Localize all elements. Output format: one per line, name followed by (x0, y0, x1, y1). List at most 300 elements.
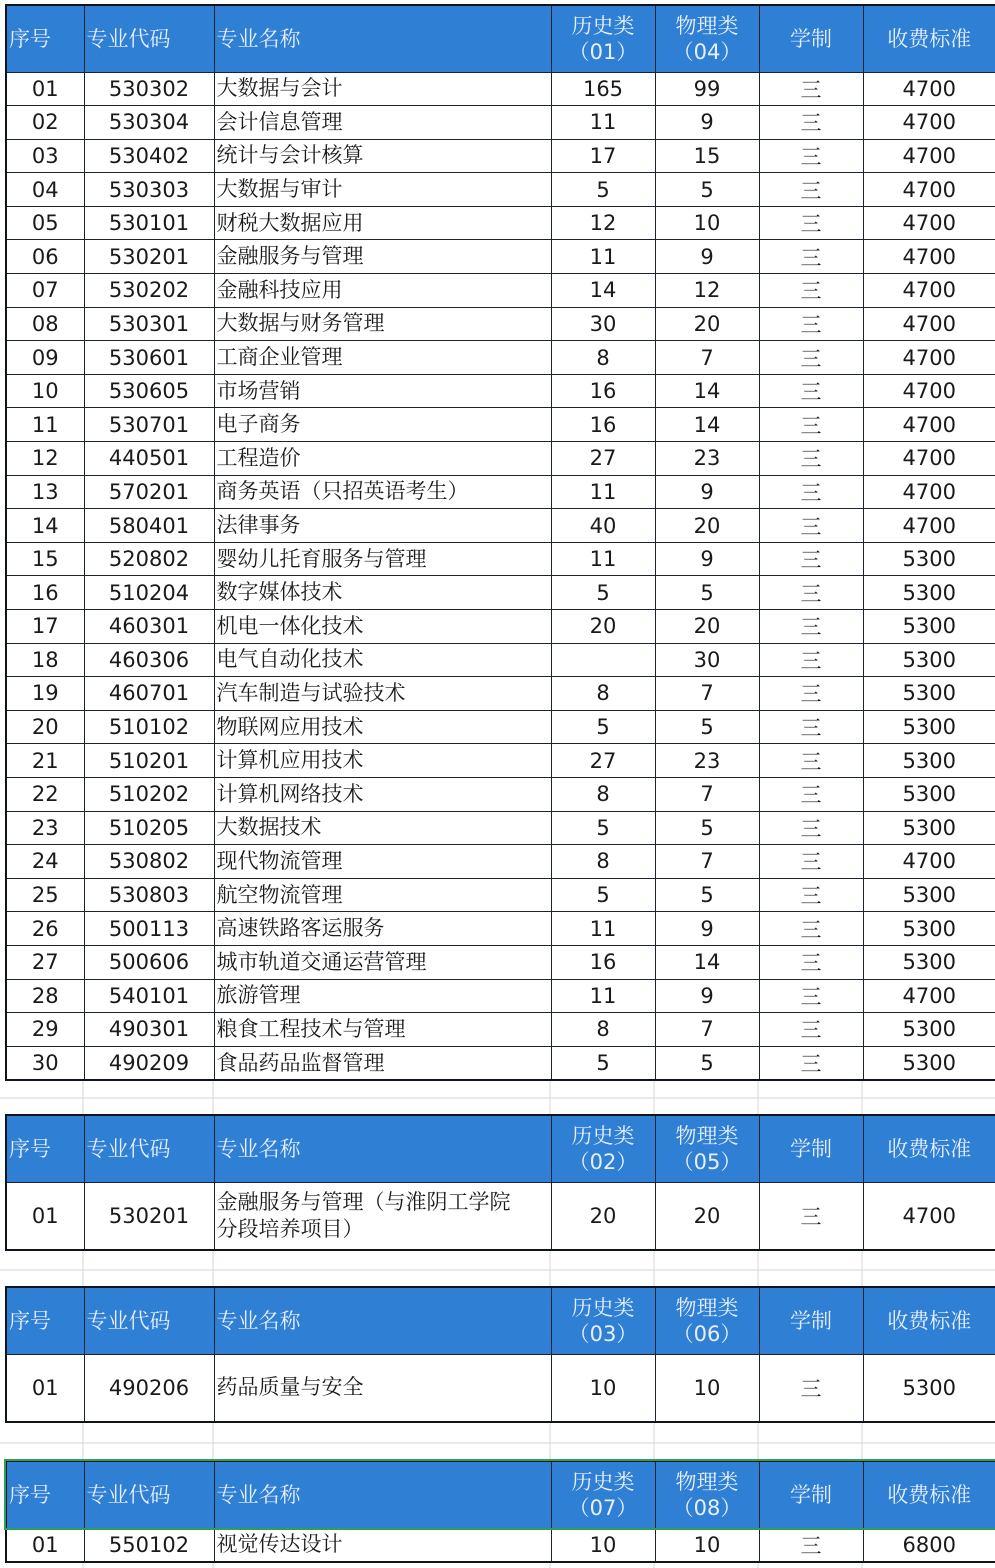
cell-name: 工商企业管理 (214, 341, 551, 375)
cell-fee: 5300 (863, 811, 995, 845)
cell-duration: 三 (759, 576, 863, 610)
cell-physics: 20 (655, 509, 759, 543)
major-table-2 (5, 1114, 995, 1251)
cell-name: 现代物流管理 (214, 845, 551, 879)
cell-name: 计算机应用技术 (214, 744, 551, 778)
cell-history: 11 (551, 106, 655, 140)
cell-physics: 10 (655, 1354, 759, 1422)
cell-physics: 20 (655, 307, 759, 341)
cell-history: 8 (551, 845, 655, 879)
cell-code: 530803 (84, 878, 214, 912)
major-table-4 (5, 1460, 995, 1563)
cell-history: 20 (551, 1182, 655, 1250)
cell-duration: 三 (759, 1046, 863, 1080)
cell-history: 20 (551, 610, 655, 644)
cell-duration: 三 (759, 542, 863, 576)
cell-name: 商务英语（只招英语考生） (214, 475, 551, 509)
cell-name: 食品药品监督管理 (214, 1046, 551, 1080)
cell-name: 工程造价 (214, 442, 551, 476)
table-row (6, 878, 995, 912)
cell-physics: 5 (655, 1046, 759, 1080)
cell-physics: 14 (655, 374, 759, 408)
header-seq: 序号 (6, 5, 84, 72)
cell-seq: 22 (6, 777, 84, 811)
cell-physics: 10 (655, 1528, 759, 1562)
cell-duration: 三 (759, 610, 863, 644)
cell-name: 电子商务 (214, 408, 551, 442)
cell-seq: 04 (6, 173, 84, 207)
cell-seq: 20 (6, 710, 84, 744)
header-history: 历史类 （07） (551, 1461, 655, 1528)
cell-fee: 4700 (863, 509, 995, 543)
table-row (6, 777, 995, 811)
cell-name: 大数据技术 (214, 811, 551, 845)
cell-name: 电气自动化技术 (214, 643, 551, 677)
cell-code: 530201 (84, 240, 214, 274)
cell-fee: 5300 (863, 542, 995, 576)
cell-fee: 4700 (863, 442, 995, 476)
cell-history: 11 (551, 475, 655, 509)
cell-seq: 16 (6, 576, 84, 610)
table-row (6, 1013, 995, 1047)
cell-code: 510201 (84, 744, 214, 778)
table-header-row (6, 1461, 995, 1528)
cell-fee: 5300 (863, 1013, 995, 1047)
cell-physics: 12 (655, 274, 759, 308)
cell-physics: 14 (655, 945, 759, 979)
cell-fee: 4700 (863, 979, 995, 1013)
cell-physics: 9 (655, 475, 759, 509)
cell-history: 40 (551, 509, 655, 543)
header-duration: 学制 (759, 1115, 863, 1182)
cell-physics: 10 (655, 206, 759, 240)
cell-seq: 21 (6, 744, 84, 778)
cell-fee: 5300 (863, 576, 995, 610)
cell-history: 8 (551, 1013, 655, 1047)
cell-fee: 4700 (863, 106, 995, 140)
table-row (6, 509, 995, 543)
cell-fee: 5300 (863, 744, 995, 778)
cell-code: 530101 (84, 206, 214, 240)
cell-fee: 5300 (863, 912, 995, 946)
table-row (6, 1354, 995, 1422)
table-row (6, 374, 995, 408)
cell-duration: 三 (759, 374, 863, 408)
table-row (6, 341, 995, 375)
cell-seq: 19 (6, 677, 84, 711)
cell-seq: 11 (6, 408, 84, 442)
cell-seq: 12 (6, 442, 84, 476)
cell-fee: 6800 (863, 1528, 995, 1562)
cell-physics: 7 (655, 1013, 759, 1047)
cell-code: 530601 (84, 341, 214, 375)
cell-name: 城市轨道交通运营管理 (214, 945, 551, 979)
cell-name: 机电一体化技术 (214, 610, 551, 644)
cell-fee: 4700 (863, 845, 995, 879)
cell-code: 500113 (84, 912, 214, 946)
cell-name: 航空物流管理 (214, 878, 551, 912)
cell-seq: 10 (6, 374, 84, 408)
cell-code: 530301 (84, 307, 214, 341)
cell-physics: 15 (655, 139, 759, 173)
cell-name: 汽车制造与试验技术 (214, 677, 551, 711)
cell-seq: 01 (6, 1528, 84, 1562)
table-row (6, 542, 995, 576)
cell-history: 11 (551, 542, 655, 576)
cell-history: 11 (551, 240, 655, 274)
cell-duration: 三 (759, 1013, 863, 1047)
cell-duration: 三 (759, 744, 863, 778)
cell-seq: 29 (6, 1013, 84, 1047)
cell-duration: 三 (759, 408, 863, 442)
header-name: 专业名称 (214, 1287, 551, 1354)
cell-code: 550102 (84, 1528, 214, 1562)
cell-seq: 01 (6, 1182, 84, 1250)
table-row (6, 1528, 995, 1562)
cell-duration: 三 (759, 912, 863, 946)
cell-name: 大数据与审计 (214, 173, 551, 207)
cell-physics: 20 (655, 1182, 759, 1250)
cell-fee: 4700 (863, 173, 995, 207)
cell-physics: 9 (655, 106, 759, 140)
cell-name: 市场营销 (214, 374, 551, 408)
cell-name: 高速铁路客运服务 (214, 912, 551, 946)
cell-seq: 09 (6, 341, 84, 375)
table-row (6, 979, 995, 1013)
cell-history: 12 (551, 206, 655, 240)
header-physics: 物理类 （08） (655, 1461, 759, 1528)
cell-code: 490209 (84, 1046, 214, 1080)
cell-duration: 三 (759, 475, 863, 509)
table-row (6, 274, 995, 308)
cell-code: 520802 (84, 542, 214, 576)
cell-physics: 9 (655, 979, 759, 1013)
cell-name: 物联网应用技术 (214, 710, 551, 744)
cell-history: 16 (551, 945, 655, 979)
header-history: 历史类 （02） (551, 1115, 655, 1182)
header-history: 历史类 （03） (551, 1287, 655, 1354)
cell-fee: 5300 (863, 610, 995, 644)
cell-duration: 三 (759, 307, 863, 341)
table-row (6, 72, 995, 106)
table-row (6, 576, 995, 610)
header-code: 专业代码 (84, 1115, 214, 1182)
cell-physics: 14 (655, 408, 759, 442)
cell-code: 570201 (84, 475, 214, 509)
table-row (6, 475, 995, 509)
cell-code: 530304 (84, 106, 214, 140)
cell-seq: 05 (6, 206, 84, 240)
cell-fee: 4700 (863, 206, 995, 240)
cell-duration: 三 (759, 206, 863, 240)
cell-code: 530302 (84, 72, 214, 106)
header-physics: 物理类 （06） (655, 1287, 759, 1354)
cell-duration: 三 (759, 240, 863, 274)
cell-name: 金融服务与管理 (214, 240, 551, 274)
table-row (6, 1046, 995, 1080)
cell-history: 5 (551, 710, 655, 744)
table-header-row (6, 5, 995, 72)
table-row (6, 912, 995, 946)
cell-duration: 三 (759, 72, 863, 106)
cell-duration: 三 (759, 710, 863, 744)
cell-code: 440501 (84, 442, 214, 476)
cell-physics: 5 (655, 811, 759, 845)
cell-history: 5 (551, 1046, 655, 1080)
cell-code: 540101 (84, 979, 214, 1013)
cell-fee: 4700 (863, 408, 995, 442)
cell-code: 530201 (84, 1182, 214, 1250)
header-history: 历史类 （01） (551, 5, 655, 72)
cell-history: 165 (551, 72, 655, 106)
cell-code: 530402 (84, 139, 214, 173)
table-row (6, 643, 995, 677)
table-body (6, 72, 995, 1080)
cell-history: 27 (551, 744, 655, 778)
cell-name: 会计信息管理 (214, 106, 551, 140)
cell-fee: 5300 (863, 643, 995, 677)
cell-code: 490301 (84, 1013, 214, 1047)
cell-physics: 9 (655, 240, 759, 274)
header-code: 专业代码 (84, 1287, 214, 1354)
table-body (6, 1528, 995, 1562)
cell-name: 婴幼儿托育服务与管理 (214, 542, 551, 576)
header-fee: 收费标准 (863, 1287, 995, 1354)
table-row (6, 710, 995, 744)
cell-fee: 4700 (863, 274, 995, 308)
cell-fee: 4700 (863, 240, 995, 274)
cell-seq: 08 (6, 307, 84, 341)
cell-name: 金融服务与管理（与淮阴工学院 分段培养项目） (214, 1182, 551, 1250)
cell-history: 30 (551, 307, 655, 341)
cell-physics: 5 (655, 173, 759, 207)
cell-seq: 24 (6, 845, 84, 879)
cell-seq: 26 (6, 912, 84, 946)
cell-name: 金融科技应用 (214, 274, 551, 308)
cell-fee: 4700 (863, 341, 995, 375)
cell-history: 5 (551, 878, 655, 912)
cell-physics: 9 (655, 912, 759, 946)
cell-history: 8 (551, 677, 655, 711)
cell-history: 5 (551, 576, 655, 610)
cell-code: 580401 (84, 509, 214, 543)
table-row (6, 173, 995, 207)
major-table-1 (5, 4, 995, 1081)
cell-seq: 01 (6, 72, 84, 106)
cell-duration: 三 (759, 341, 863, 375)
table-row (6, 408, 995, 442)
header-fee: 收费标准 (863, 5, 995, 72)
cell-code: 530701 (84, 408, 214, 442)
header-seq: 序号 (6, 1461, 84, 1528)
cell-fee: 4700 (863, 374, 995, 408)
header-code: 专业代码 (84, 5, 214, 72)
cell-name: 视觉传达设计 (214, 1528, 551, 1562)
cell-code: 460301 (84, 610, 214, 644)
cell-seq: 25 (6, 878, 84, 912)
cell-fee: 5300 (863, 1354, 995, 1422)
cell-name: 数字媒体技术 (214, 576, 551, 610)
header-fee: 收费标准 (863, 1115, 995, 1182)
cell-seq: 02 (6, 106, 84, 140)
cell-duration: 三 (759, 274, 863, 308)
header-seq: 序号 (6, 1115, 84, 1182)
cell-physics: 5 (655, 878, 759, 912)
table-row (6, 139, 995, 173)
cell-name: 统计与会计核算 (214, 139, 551, 173)
cell-duration: 三 (759, 1528, 863, 1562)
cell-code: 460306 (84, 643, 214, 677)
table-row (6, 811, 995, 845)
cell-name: 大数据与会计 (214, 72, 551, 106)
cell-name: 财税大数据应用 (214, 206, 551, 240)
cell-seq: 17 (6, 610, 84, 644)
cell-duration: 三 (759, 945, 863, 979)
header-duration: 学制 (759, 1461, 863, 1528)
cell-duration: 三 (759, 173, 863, 207)
cell-physics: 7 (655, 845, 759, 879)
cell-history: 5 (551, 811, 655, 845)
cell-name: 药品质量与安全 (214, 1354, 551, 1422)
table-row (6, 1182, 995, 1250)
cell-duration: 三 (759, 878, 863, 912)
table-row (6, 845, 995, 879)
header-physics: 物理类 （04） (655, 5, 759, 72)
cell-history: 27 (551, 442, 655, 476)
cell-physics: 5 (655, 576, 759, 610)
cell-duration: 三 (759, 979, 863, 1013)
major-table-3 (5, 1286, 995, 1423)
cell-history: 11 (551, 912, 655, 946)
table-row (6, 307, 995, 341)
cell-duration: 三 (759, 643, 863, 677)
cell-fee: 4700 (863, 72, 995, 106)
header-duration: 学制 (759, 1287, 863, 1354)
cell-name: 法律事务 (214, 509, 551, 543)
table-row (6, 240, 995, 274)
cell-code: 530605 (84, 374, 214, 408)
cell-seq: 27 (6, 945, 84, 979)
table-header-row (6, 1287, 995, 1354)
cell-history: 10 (551, 1354, 655, 1422)
cell-name: 计算机网络技术 (214, 777, 551, 811)
cell-history: 5 (551, 173, 655, 207)
cell-code: 530303 (84, 173, 214, 207)
cell-seq: 18 (6, 643, 84, 677)
cell-history: 16 (551, 374, 655, 408)
cell-seq: 13 (6, 475, 84, 509)
table-row (6, 442, 995, 476)
cell-seq: 07 (6, 274, 84, 308)
cell-fee: 4700 (863, 475, 995, 509)
cell-code: 510205 (84, 811, 214, 845)
cell-code: 510202 (84, 777, 214, 811)
cell-physics: 23 (655, 442, 759, 476)
cell-history: 17 (551, 139, 655, 173)
table-body (6, 1354, 995, 1422)
table-row (6, 106, 995, 140)
cell-seq: 03 (6, 139, 84, 173)
cell-physics: 7 (655, 341, 759, 375)
cell-history: 16 (551, 408, 655, 442)
header-name: 专业名称 (214, 5, 551, 72)
cell-duration: 三 (759, 677, 863, 711)
cell-seq: 15 (6, 542, 84, 576)
cell-duration: 三 (759, 442, 863, 476)
cell-fee: 4700 (863, 1182, 995, 1250)
cell-code: 490206 (84, 1354, 214, 1422)
cell-history: 8 (551, 777, 655, 811)
cell-duration: 三 (759, 106, 863, 140)
cell-seq: 23 (6, 811, 84, 845)
cell-duration: 三 (759, 845, 863, 879)
table-row (6, 945, 995, 979)
cell-duration: 三 (759, 777, 863, 811)
cell-fee: 5300 (863, 1046, 995, 1080)
cell-fee: 4700 (863, 307, 995, 341)
cell-code: 510102 (84, 710, 214, 744)
table-row (6, 744, 995, 778)
cell-physics: 23 (655, 744, 759, 778)
cell-history: 11 (551, 979, 655, 1013)
table-row (6, 610, 995, 644)
header-fee: 收费标准 (863, 1461, 995, 1528)
cell-physics: 7 (655, 777, 759, 811)
cell-seq: 14 (6, 509, 84, 543)
cell-fee: 5300 (863, 677, 995, 711)
cell-physics: 30 (655, 643, 759, 677)
cell-seq: 01 (6, 1354, 84, 1422)
cell-fee: 5300 (863, 777, 995, 811)
table-header-row (6, 1115, 995, 1182)
cell-physics: 9 (655, 542, 759, 576)
cell-name: 旅游管理 (214, 979, 551, 1013)
cell-code: 530202 (84, 274, 214, 308)
cell-code: 460701 (84, 677, 214, 711)
cell-history (551, 643, 655, 677)
cell-code: 510204 (84, 576, 214, 610)
table-row (6, 206, 995, 240)
cell-name: 大数据与财务管理 (214, 307, 551, 341)
cell-seq: 28 (6, 979, 84, 1013)
cell-fee: 5300 (863, 945, 995, 979)
cell-code: 500606 (84, 945, 214, 979)
cell-code: 530802 (84, 845, 214, 879)
header-duration: 学制 (759, 5, 863, 72)
cell-physics: 20 (655, 610, 759, 644)
header-physics: 物理类 （05） (655, 1115, 759, 1182)
table-row (6, 677, 995, 711)
cell-history: 14 (551, 274, 655, 308)
cell-physics: 5 (655, 710, 759, 744)
table-body (6, 1182, 995, 1250)
cell-duration: 三 (759, 1182, 863, 1250)
cell-fee: 5300 (863, 878, 995, 912)
cell-fee: 4700 (863, 139, 995, 173)
cell-history: 8 (551, 341, 655, 375)
header-code: 专业代码 (84, 1461, 214, 1528)
cell-fee: 5300 (863, 710, 995, 744)
header-name: 专业名称 (214, 1461, 551, 1528)
cell-duration: 三 (759, 509, 863, 543)
cell-name: 粮食工程技术与管理 (214, 1013, 551, 1047)
cell-seq: 06 (6, 240, 84, 274)
cell-seq: 30 (6, 1046, 84, 1080)
cell-physics: 99 (655, 72, 759, 106)
header-seq: 序号 (6, 1287, 84, 1354)
cell-duration: 三 (759, 139, 863, 173)
cell-duration: 三 (759, 811, 863, 845)
